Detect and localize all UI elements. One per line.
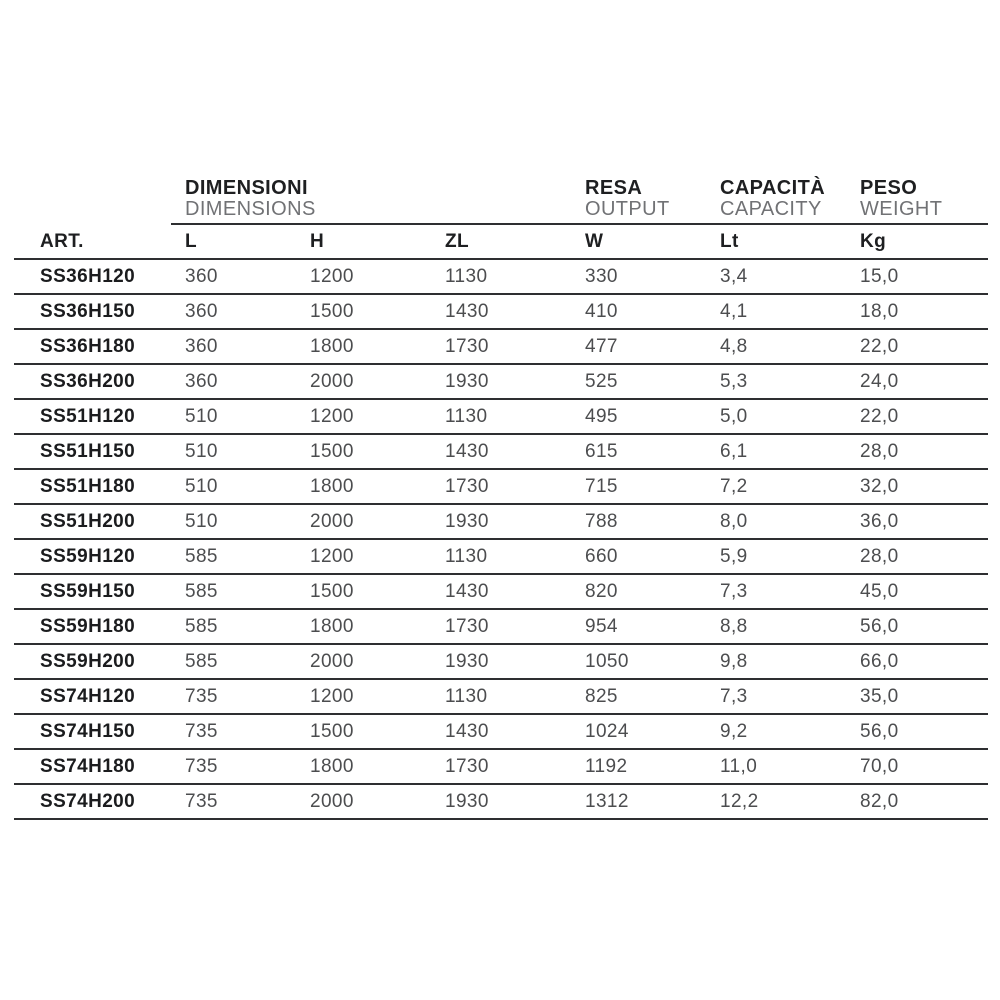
cell-art: SS36H200 <box>40 370 136 392</box>
cell-zl: 1930 <box>445 370 489 392</box>
cell-lt: 7,3 <box>720 685 748 707</box>
cell-l: 735 <box>185 790 218 812</box>
column-header-kg: Kg <box>860 230 887 252</box>
cell-art: SS51H200 <box>40 510 136 532</box>
cell-l: 360 <box>185 335 218 357</box>
cell-art: SS74H180 <box>40 755 136 777</box>
cell-l: 510 <box>185 405 218 427</box>
column-header-lt: Lt <box>720 230 739 252</box>
column-header-art: ART. <box>40 230 84 252</box>
cell-art: SS36H180 <box>40 335 136 357</box>
cell-w: 495 <box>585 405 618 427</box>
cell-lt: 4,8 <box>720 335 748 357</box>
cell-lt: 11,0 <box>720 755 758 777</box>
cell-zl: 1430 <box>445 580 489 602</box>
cell-lt: 9,2 <box>720 720 748 742</box>
cell-h: 1500 <box>310 580 354 602</box>
group-header-underline <box>171 223 988 225</box>
cell-zl: 1130 <box>445 405 488 427</box>
cell-art: SS74H120 <box>40 685 136 707</box>
cell-w: 825 <box>585 685 618 707</box>
spec-table <box>14 178 988 820</box>
group-title-output: RESA <box>585 177 643 199</box>
cell-h: 2000 <box>310 370 354 392</box>
table-row <box>14 715 988 750</box>
table-row <box>14 365 988 400</box>
table-row <box>14 330 988 365</box>
column-header-w: W <box>585 230 604 252</box>
cell-kg: 18,0 <box>860 300 899 322</box>
cell-h: 1500 <box>310 300 354 322</box>
cell-lt: 8,8 <box>720 615 748 637</box>
cell-art: SS74H150 <box>40 720 136 742</box>
cell-art: SS59H180 <box>40 615 136 637</box>
cell-kg: 15,0 <box>860 265 899 287</box>
cell-lt: 4,1 <box>720 300 748 322</box>
table-row <box>14 260 988 295</box>
cell-h: 1200 <box>310 405 354 427</box>
group-header-capacity <box>706 178 846 225</box>
cell-w: 715 <box>585 475 618 497</box>
column-header-h: H <box>310 230 325 252</box>
cell-zl: 1730 <box>445 475 489 497</box>
cell-zl: 1930 <box>445 790 489 812</box>
cell-w: 1024 <box>585 720 629 742</box>
table-row <box>14 400 988 435</box>
cell-kg: 28,0 <box>860 545 899 567</box>
cell-art: SS59H120 <box>40 545 136 567</box>
cell-h: 1200 <box>310 545 354 567</box>
cell-h: 1800 <box>310 615 354 637</box>
table-row <box>14 680 988 715</box>
table-row <box>14 540 988 575</box>
cell-art: SS51H150 <box>40 440 136 462</box>
cell-zl: 1430 <box>445 440 489 462</box>
cell-lt: 9,8 <box>720 650 748 672</box>
column-header-row <box>14 225 988 260</box>
cell-kg: 56,0 <box>860 615 899 637</box>
cell-art: SS74H200 <box>40 790 136 812</box>
cell-kg: 22,0 <box>860 405 899 427</box>
cell-h: 1500 <box>310 720 354 742</box>
table-row <box>14 470 988 505</box>
group-subtitle-dimensions: DIMENSIONS <box>185 198 316 220</box>
cell-lt: 7,2 <box>720 475 748 497</box>
table-group-header-row <box>14 178 988 225</box>
cell-l: 360 <box>185 265 218 287</box>
cell-l: 360 <box>185 300 218 322</box>
cell-w: 615 <box>585 440 618 462</box>
cell-w: 330 <box>585 265 618 287</box>
cell-w: 410 <box>585 300 618 322</box>
cell-kg: 66,0 <box>860 650 899 672</box>
group-title-dimensions: DIMENSIONI <box>185 177 308 199</box>
group-header-output <box>571 178 706 225</box>
group-header-weight <box>846 178 988 225</box>
cell-kg: 22,0 <box>860 335 899 357</box>
cell-zl: 1430 <box>445 720 489 742</box>
cell-l: 510 <box>185 475 218 497</box>
cell-kg: 35,0 <box>860 685 899 707</box>
table-row <box>14 575 988 610</box>
cell-w: 788 <box>585 510 618 532</box>
cell-lt: 6,1 <box>720 440 748 462</box>
cell-zl: 1730 <box>445 335 489 357</box>
cell-art: SS36H150 <box>40 300 136 322</box>
cell-lt: 8,0 <box>720 510 748 532</box>
table-row <box>14 645 988 680</box>
group-subtitle-output: OUTPUT <box>585 198 670 220</box>
cell-zl: 1130 <box>445 545 488 567</box>
cell-l: 360 <box>185 370 218 392</box>
group-title-weight: PESO <box>860 177 918 199</box>
cell-kg: 32,0 <box>860 475 899 497</box>
table-row <box>14 750 988 785</box>
cell-zl: 1930 <box>445 650 489 672</box>
cell-w: 660 <box>585 545 618 567</box>
table-row <box>14 295 988 330</box>
cell-kg: 28,0 <box>860 440 899 462</box>
cell-l: 735 <box>185 720 218 742</box>
cell-lt: 5,0 <box>720 405 748 427</box>
table-row <box>14 505 988 540</box>
cell-kg: 82,0 <box>860 790 899 812</box>
cell-kg: 70,0 <box>860 755 899 777</box>
cell-l: 510 <box>185 510 218 532</box>
cell-w: 954 <box>585 615 618 637</box>
cell-w: 1192 <box>585 755 628 777</box>
cell-l: 585 <box>185 650 218 672</box>
group-title-capacity: CAPACITÀ <box>720 177 826 199</box>
group-subtitle-weight: WEIGHT <box>860 198 943 220</box>
cell-l: 735 <box>185 755 218 777</box>
cell-kg: 56,0 <box>860 720 899 742</box>
cell-art: SS51H180 <box>40 475 136 497</box>
cell-kg: 36,0 <box>860 510 899 532</box>
cell-zl: 1130 <box>445 265 488 287</box>
cell-lt: 5,3 <box>720 370 748 392</box>
cell-h: 1800 <box>310 755 354 777</box>
column-header-zl: ZL <box>445 230 470 252</box>
cell-l: 585 <box>185 615 218 637</box>
cell-zl: 1930 <box>445 510 489 532</box>
group-header-dimensions <box>171 178 571 225</box>
cell-w: 477 <box>585 335 618 357</box>
table-body <box>14 260 988 820</box>
table-row <box>14 610 988 645</box>
group-header-spacer <box>14 178 171 225</box>
cell-lt: 7,3 <box>720 580 748 602</box>
cell-h: 2000 <box>310 790 354 812</box>
cell-w: 1312 <box>585 790 629 812</box>
cell-w: 1050 <box>585 650 629 672</box>
cell-lt: 5,9 <box>720 545 748 567</box>
table-row <box>14 785 988 820</box>
cell-l: 585 <box>185 580 218 602</box>
cell-kg: 24,0 <box>860 370 899 392</box>
column-header-l: L <box>185 230 198 252</box>
cell-zl: 1730 <box>445 755 489 777</box>
cell-h: 2000 <box>310 650 354 672</box>
cell-zl: 1130 <box>445 685 488 707</box>
cell-h: 1800 <box>310 475 354 497</box>
cell-h: 1800 <box>310 335 354 357</box>
cell-lt: 3,4 <box>720 265 748 287</box>
cell-l: 735 <box>185 685 218 707</box>
cell-h: 1200 <box>310 685 354 707</box>
cell-art: SS59H200 <box>40 650 136 672</box>
cell-art: SS59H150 <box>40 580 136 602</box>
cell-h: 1200 <box>310 265 354 287</box>
cell-w: 820 <box>585 580 618 602</box>
cell-art: SS36H120 <box>40 265 136 287</box>
cell-zl: 1430 <box>445 300 489 322</box>
cell-l: 510 <box>185 440 218 462</box>
cell-lt: 12,2 <box>720 790 759 812</box>
cell-h: 2000 <box>310 510 354 532</box>
cell-art: SS51H120 <box>40 405 136 427</box>
cell-zl: 1730 <box>445 615 489 637</box>
cell-h: 1500 <box>310 440 354 462</box>
group-subtitle-capacity: CAPACITY <box>720 198 822 220</box>
cell-kg: 45,0 <box>860 580 899 602</box>
table-row <box>14 435 988 470</box>
cell-l: 585 <box>185 545 218 567</box>
cell-w: 525 <box>585 370 618 392</box>
